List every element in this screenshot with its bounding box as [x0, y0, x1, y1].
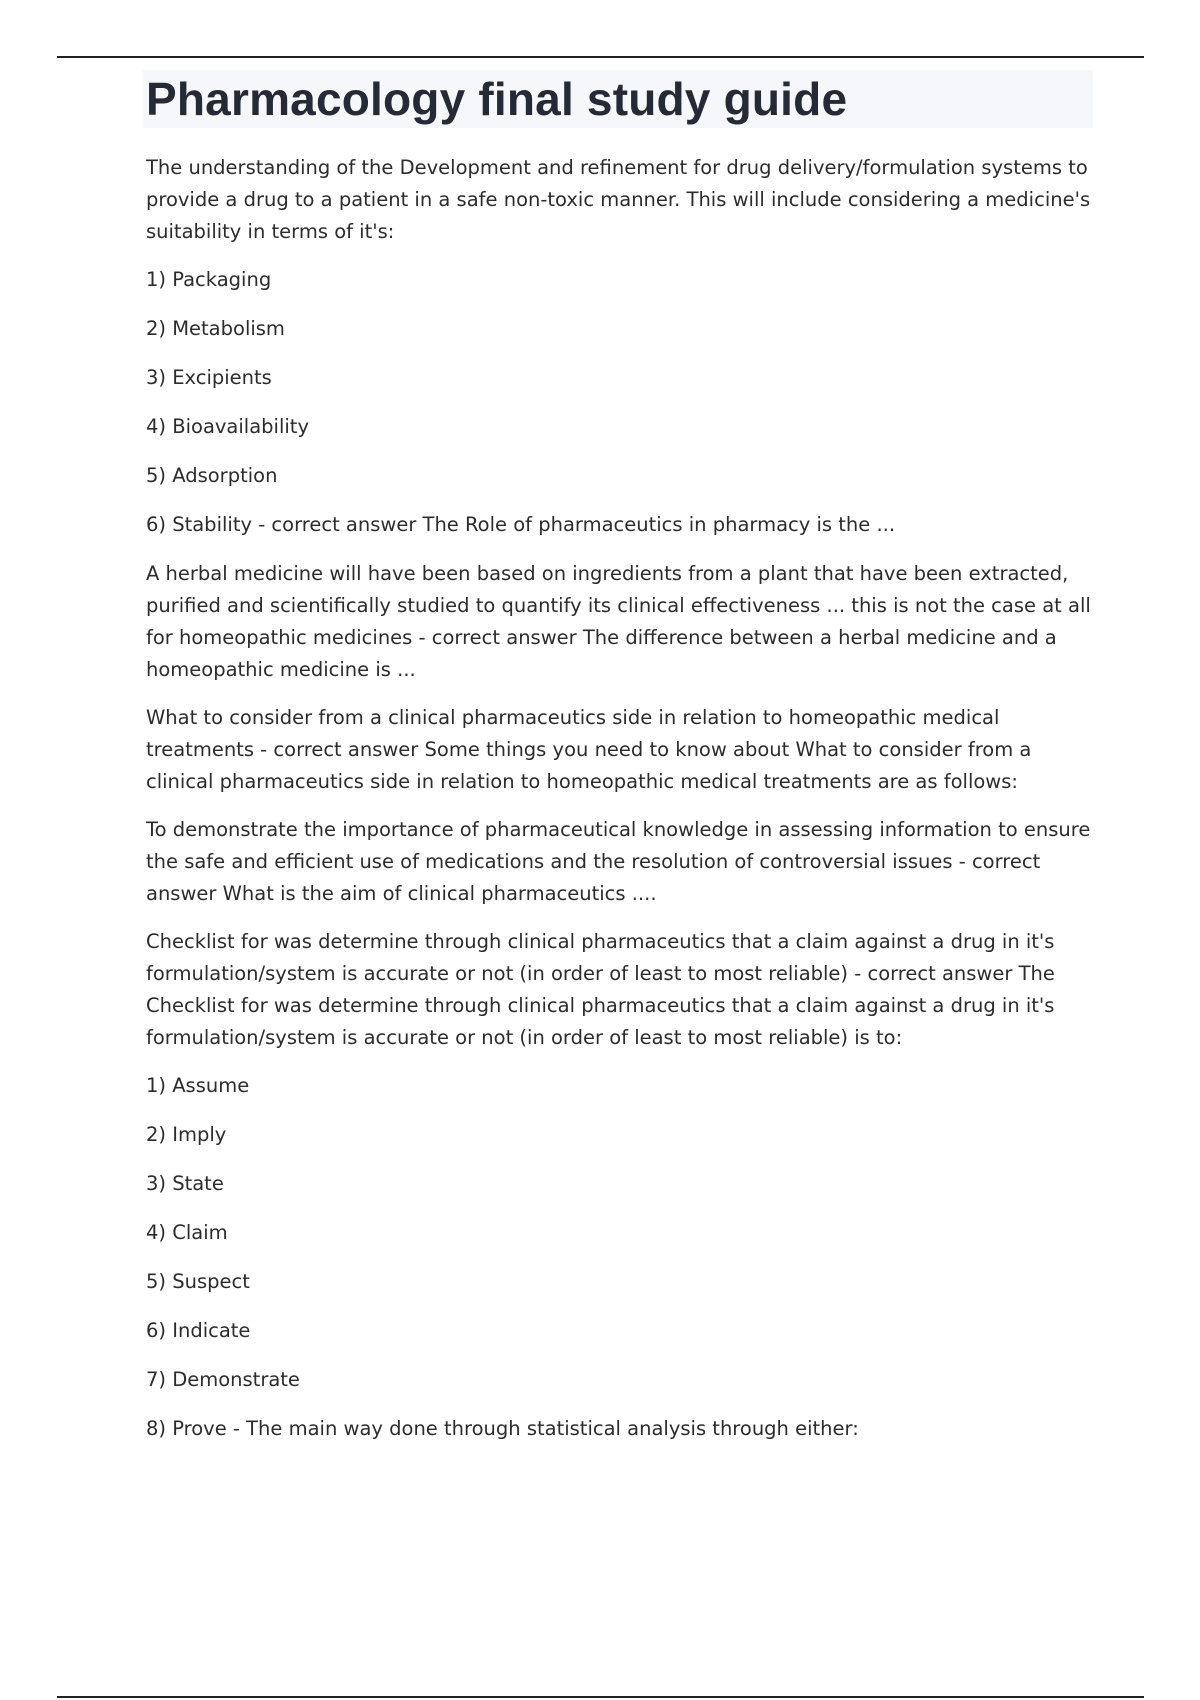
list-item: 1) Assume: [146, 1074, 250, 1097]
document-body: [146, 152, 1096, 1462]
page-title: Pharmacology final study guide: [146, 73, 848, 125]
list-item: 4) Claim: [146, 1221, 228, 1244]
list-item: 1) Packaging: [146, 268, 272, 291]
list-item: 5) Suspect: [146, 1270, 250, 1293]
list-item: 2) Metabolism: [146, 317, 285, 340]
aim-paragraph: To demonstrate the importance of pharmaceutical knowledge in assessing information to ensure the safe and efficient use of medications and the resolution of controversial issues - correct answer What is the aim of clinical pharmaceutics ....: [146, 818, 1091, 905]
checklist-paragraph: Checklist for was determine through clinical pharmaceutics that a claim against a drug in it's formulation/system is accurate or not (in order of least to most reliable) - correct answer The Checklist for was determine through clinical pharmaceutics that a claim against a drug in it's formulation/system is accurate or not (in order of least to most reliable) is to:: [146, 930, 1055, 1049]
list-item: 6) Stability - correct answer The Role of pharmaceutics in pharmacy is the ...: [146, 513, 896, 536]
list-item: 6) Indicate: [146, 1319, 251, 1342]
homeopathic-paragraph: What to consider from a clinical pharmaceutics side in relation to homeopathic medical treatments - correct answer Some things you need to know about What to consider from a clinical pharmaceutics side in relation to homeopathic medical treatments are as follows:: [146, 706, 1032, 793]
list-item: 8) Prove - The main way done through statistical analysis through either:: [146, 1417, 859, 1440]
list-item: 3) Excipients: [146, 366, 272, 389]
list-item: 2) Imply: [146, 1123, 227, 1146]
herbal-paragraph: A herbal medicine will have been based on ingredients from a plant that have been extracted, purified and scientifically studied to quantify its clinical effectiveness ... this is not the case at all for homeopathic medicines - correct answer The difference between a herbal medicine and a homeopathic medicine is ...: [146, 562, 1091, 681]
top-rule: [57, 56, 1144, 58]
list-item: 4) Bioavailability: [146, 415, 309, 438]
list-item: 3) State: [146, 1172, 224, 1195]
list-item: 7) Demonstrate: [146, 1368, 300, 1391]
bottom-rule: [57, 1696, 1144, 1698]
list-item: 5) Adsorption: [146, 464, 278, 487]
intro-paragraph: The understanding of the Development and refinement for drug delivery/formulation systems to provide a drug to a patient in a safe non-toxic manner. This will include considering a medicine's suitability in terms of it's:: [146, 156, 1091, 243]
